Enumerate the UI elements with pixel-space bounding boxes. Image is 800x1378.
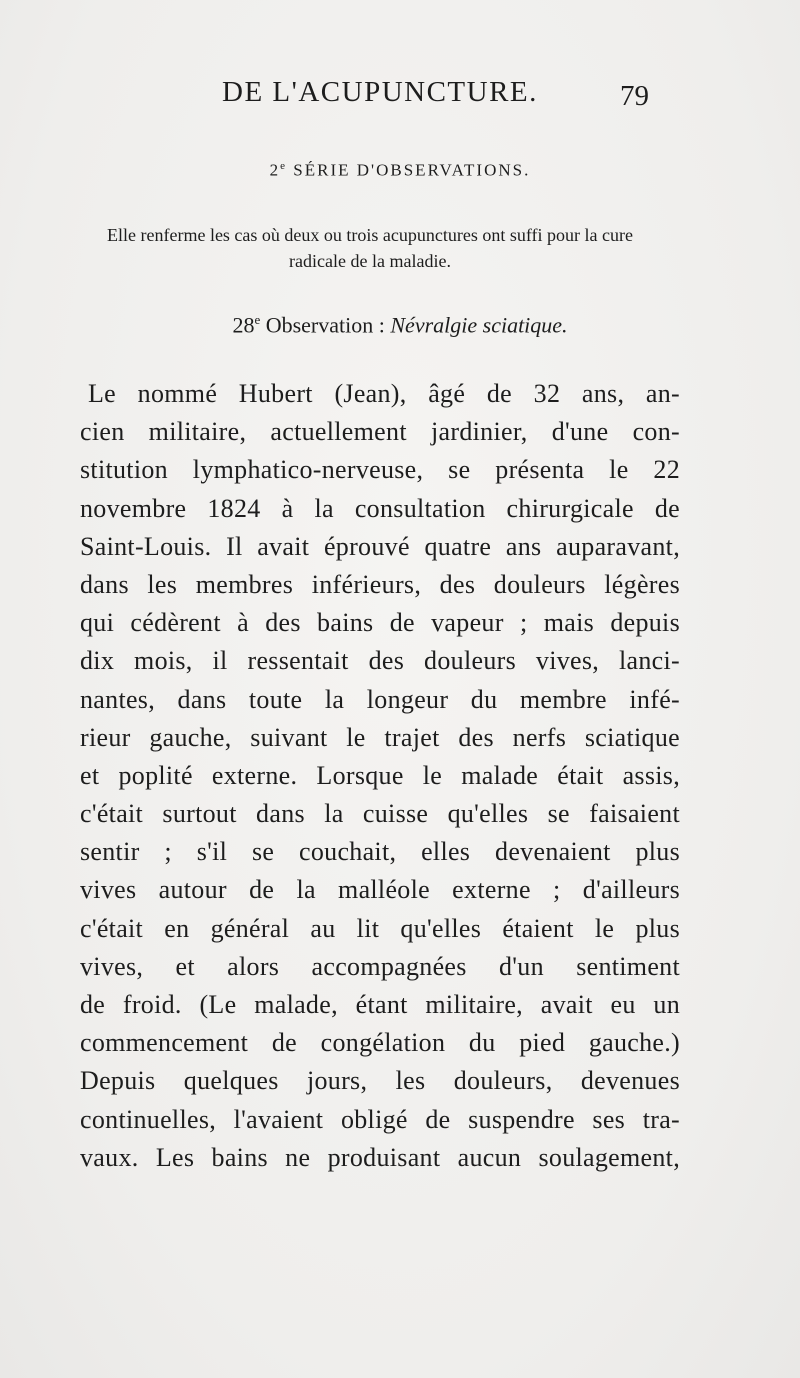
series-heading [0,160,800,181]
body-line: Saint-Louis. Il avait éprouvé quatre ans auparavant, [80,531,680,561]
body-line: sentir ; s'il se couchait, elles devenaient plus [80,837,680,867]
body-line: continuelles, l'avaient obligé de suspendre ses tra- [80,1104,680,1134]
body-line: de froid. (Le malade, étant militaire, avait eu un [80,990,680,1019]
body-line: Le nommé Hubert (Jean), âgé de 32 ans, an- [88,379,680,408]
observation-heading [0,312,800,338]
body-line: dans les membres inférieurs, des douleurs légères [80,569,680,599]
body-line: vives, et alors accompagnées d'un sentiment [80,951,680,981]
body-line: dix mois, il ressentait des douleurs vives, lanci- [80,646,680,676]
series-number-suffix: e [280,160,288,172]
series-number: 2 [269,160,281,180]
running-head [0,76,800,116]
body-line: vives autour de la malléole externe ; d'ailleurs [80,875,680,905]
body-line: commencement de congélation du pied gauche.) [80,1028,680,1058]
body-text [80,375,680,1177]
body-line: rieur gauche, suivant le trajet des nerfs sciatique [80,722,680,752]
body-line: nantes, dans toute la longeur du membre infé- [80,684,680,714]
observation-title: Névralgie sciatique. [390,312,568,338]
body-line: qui cédèrent à des bains de vapeur ; mais depuis [80,608,680,638]
body-line: stitution lymphatico-nerveuse, se présenta le 22 [80,455,680,485]
body-line: c'était en général au lit qu'elles étaient le plus [80,913,680,943]
body-line: cien militaire, actuellement jardinier, d'une con- [80,417,680,447]
observation-number: 28 [232,312,255,338]
running-title: DE L'ACUPUNCTURE. [222,76,538,108]
body-line: novembre 1824 à la consultation chirurgicale de [80,493,680,523]
observation-number-suffix: e [254,312,261,327]
observation-label: Observation : [265,312,385,338]
body-line: et poplité externe. Lorsque le malade était assis, [80,760,680,790]
body-line: c'était surtout dans la cuisse qu'elles se faisaient [80,799,680,829]
body-line: Depuis quelques jours, les douleurs, devenues [80,1066,680,1096]
body-line: vaux. Les bains ne produisant aucun soulagement, [80,1142,680,1172]
series-heading-text: SÉRIE D'OBSERVATIONS. [293,160,531,180]
page-number: 79 [620,80,649,112]
series-description: Elle renferme les cas où deux ou trois acupunctures ont suffi pour la cure radicale de la maladie. [107,225,633,271]
